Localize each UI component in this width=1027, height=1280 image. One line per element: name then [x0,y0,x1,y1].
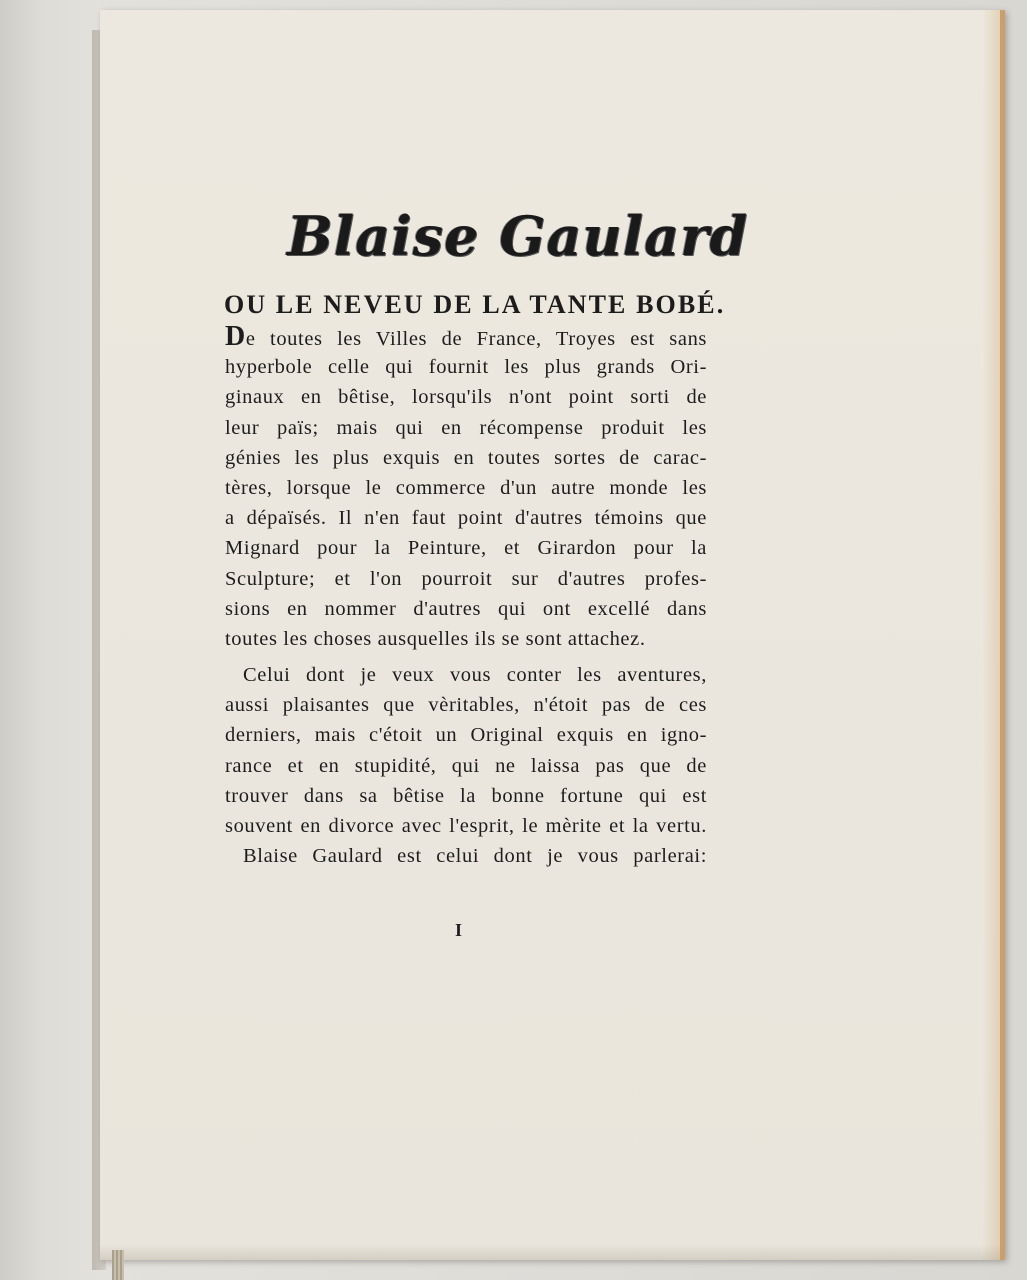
text-line: a dépaïsés. Il n'en faut point d'autres témoins que [225,507,707,530]
text-line: ginaux en bêtise, lorsqu'ils n'ont point sorti de [225,386,707,409]
text-line: sions en nommer d'autres qui ont excellé dans [225,597,707,620]
text-line: souvent en divorce avec l'esprit, le mèrite et la vertu. [225,815,707,837]
text-line: rance et en stupidité, qui ne laissa pas que de [225,754,707,777]
text-line: aussi plaisantes que vèritables, n'étoit pas de ces [225,694,707,717]
text-line: Mignard pour la Peinture, et Girardon pour la [225,537,707,560]
body-text [225,322,707,871]
page-title: Blaise Gaulard [287,204,749,268]
page-bottom-edge [100,1244,1000,1260]
text-line: toutes les choses ausquelles ils se sont attachez. [225,627,646,650]
text-line: génies les plus exquis en toutes sortes de carac- [225,446,707,469]
page-number: I [455,920,463,940]
page-fore-edge [982,10,1000,1260]
text-line: hyperbole celle qui fournit les plus grands Ori- [225,356,707,379]
text-line: tères, lorsque le commerce d'un autre monde les [225,476,707,499]
text-line: Blaise Gaulard est celui dont je vous parlerai: [243,845,707,868]
text-line: leur païs; mais qui en récompense produit les [225,416,707,439]
bookmark-ribbon [112,1250,124,1280]
text-line: trouver dans sa bêtise la bonne fortune qui est [225,784,707,807]
text-line: Celui dont je veux vous conter les aventures, [243,664,707,687]
drop-cap: D [225,321,246,352]
text-line: Sculpture; et l'on pourroit sur d'autres profes- [225,567,707,590]
page-subtitle: OU LE NEVEU DE LA TANTE BOBÉ. [224,290,726,319]
text-line-content: e toutes les Villes de France, Troyes est sans [245,328,707,350]
text-line: derniers, mais c'étoit un Original exquis en igno- [225,724,707,747]
text-line [225,322,707,352]
